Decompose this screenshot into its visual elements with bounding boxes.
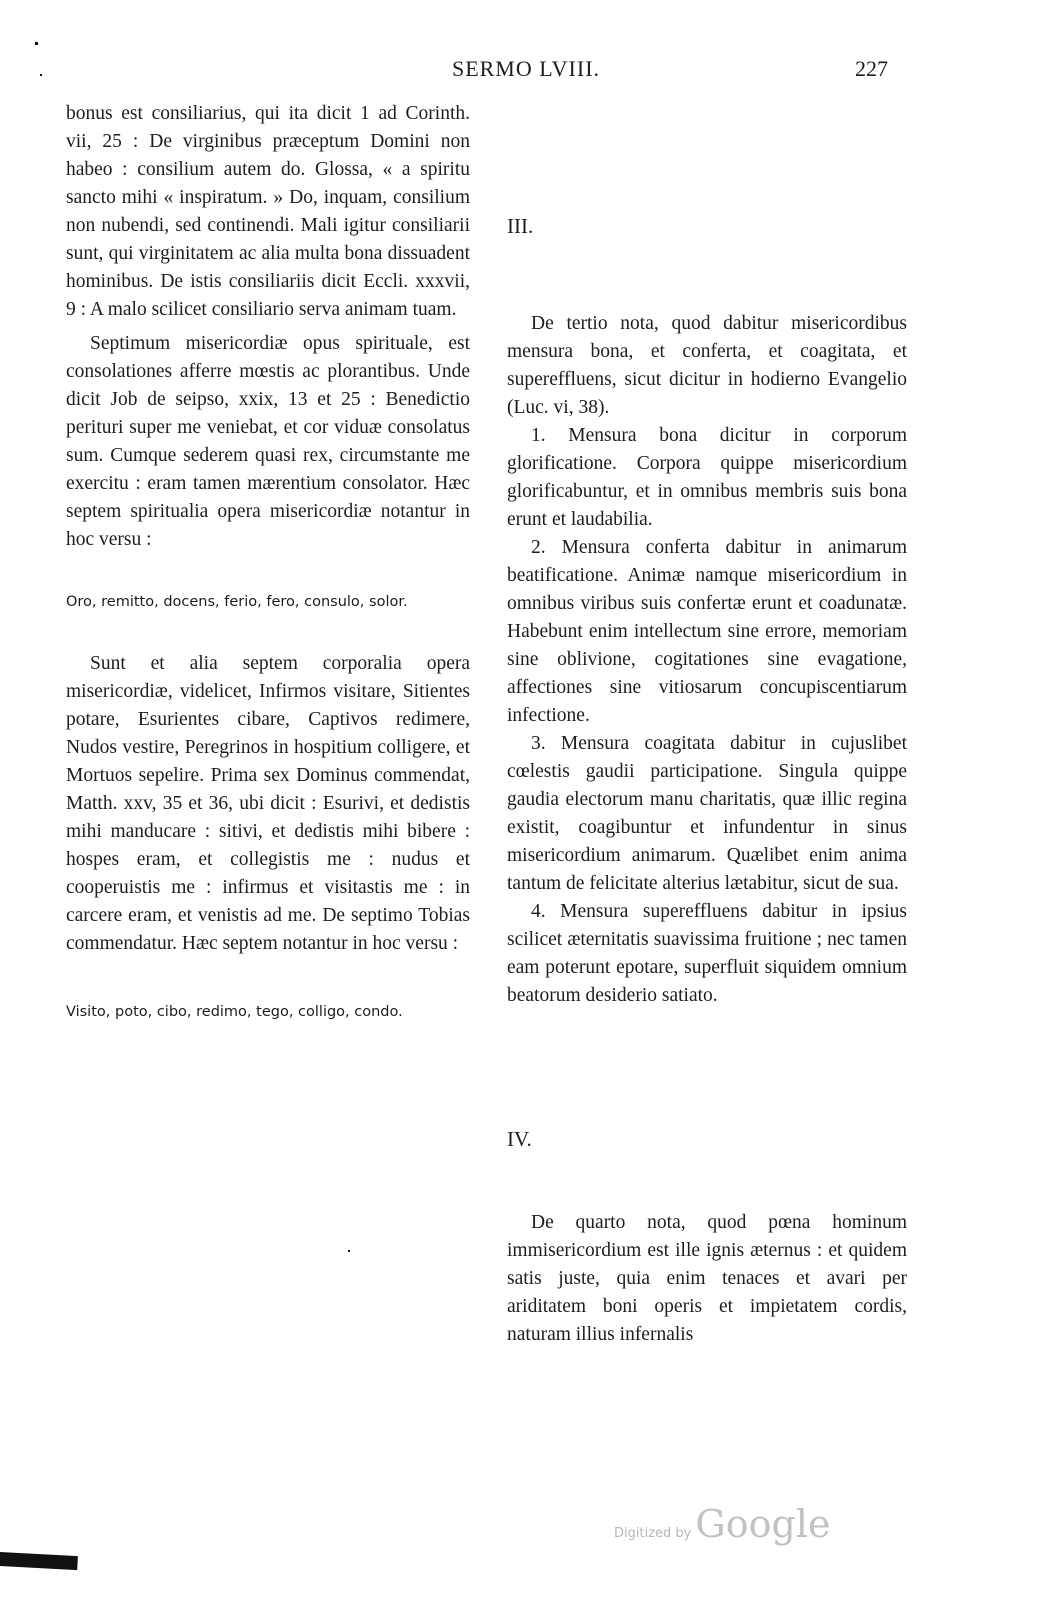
running-header: SERMO LVIII. [451,56,601,81]
paragraph: 2. Mensura conferta dabitur in animarum beatificatione. Animæ namque misericordium in omnibus viribus suis confertæ erunt et coadunatæ. Habebunt enim intellectum sine errore, memoriam sine oblivione, cogitationes sine evagatione, affectiones sine vitiosarum concupiscentiarum infectione. [507,537,907,726]
paragraph: 4. Mensura supereffluens dabitur in ipsius scilicet æternitatis suavissima fruitione ; nec tamen eam poterunt epotare, superfluit siquidem omnium beatorum desiderio satiato. [507,901,907,1006]
scan-speck [35,42,38,45]
verse-line: Oro, remitto, docens, ferio, fero, consulo, solor. [66,594,408,610]
verse-line: Visito, poto, cibo, redimo, tego, colligo, condo. [66,1004,403,1020]
paragraph: De tertio nota, quod dabitur misericordibus mensura bona, et conferta, et coagitata, et supereffluens, sicut dicitur in hodierno Evangelio (Luc. vi, 38). [507,313,907,418]
google-logo: Google [695,1502,831,1546]
left-column [66,100,470,1026]
paragraph: bonus est consiliarius, qui ita dicit 1 ad Corinth. vii, 25 : De virginibus præceptum Domini non habeo : consilium autem do. Glossa, « a spiritu sancto mihi « inspiratum. » Do, inquam, consilium non nubendi, sed continendi. Mali igitur consiliarii sunt, qui virginitatem ac alia multa bona dissuadent hominibus. De istis consiliariis dicit Eccli. xxxvii, 9 : A malo scilicet consiliario serva animam tuam. [66,103,470,320]
section-heading: IV. [507,1127,532,1151]
paragraph: De quarto nota, quod pœna hominum immisericordium est ille ignis æternus : et quidem satis juste, quia enim tenaces et avari per ariditatem boni operis et impietatem cordis, naturam illius infernalis [507,1212,907,1345]
paragraph: Septimum misericordiæ opus spirituale, est consolationes afferre mœstis ac plorantibus. Unde dicit Job de seipso, xxix, 13 et 25 : Benedictio perituri super me veniebat, et cor viduæ consolatus sum. Cumque sederem quasi rex, circumstante me exercitu : eram tamen mærentium consolator. Hæc septem spiritualia opera misericordiæ notantur in hoc versu : [66,333,470,550]
paragraph: 3. Mensura coagitata dabitur in cujuslibet cœlestis gaudii participatione. Singula quippe gaudia electorum manu charitatis, quæ illic regina existit, coagibuntur et infundentur in sinus misericordium animarum. Quælibet enim anima tantum de felicitate alterius lætabitur, sicut de sua. [507,733,907,894]
paragraph: 1. Mensura bona dicitur in corporum glorificatione. Corpora quippe misericordium glorificabuntur, et in omnibus membris suis bona erunt et laudabilia. [507,425,907,530]
section-heading: III. [507,214,534,238]
scan-speck [40,74,42,76]
watermark-prefix: Digitized by [614,1526,692,1541]
scan-edge-mark [0,1552,78,1570]
right-column [507,100,907,1349]
paragraph: Sunt et alia septem corporalia opera misericordiæ, videlicet, Infirmos visitare, Sitientes potare, Esurientes cibare, Captivos redimere, Nudos vestire, Peregrinos in hospitium colligere, et Mortuos sepelire. Prima sex Dominus commendat, Matth. xxv, 35 et 36, ubi dicit : Esurivi, et dedistis mihi manducare : sitivi, et dedistis mihi bibere : hospes eram, et collegistis me : nudus et cooperuistis me : infirmus et visitastis me : in carcere eram, et venistis ad me. De septimo Tobias commendatur. Hæc septem notantur in hoc versu : [66,653,470,954]
page-number: 227 [855,56,888,81]
google-watermark [614,1502,830,1546]
scan-speck [348,1250,350,1252]
